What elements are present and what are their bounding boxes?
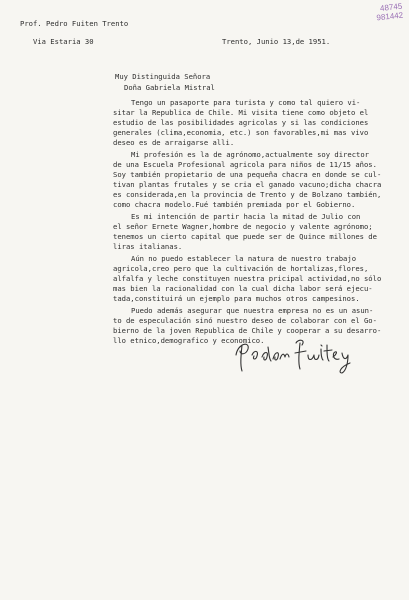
body-line: agricola,creo pero que la cultivación de hortalizas,flores, [113, 264, 369, 273]
body-line: alfalfa y leche constituyen nuestra pricipal actividad,no sólo [113, 274, 382, 283]
reference-number: 981442 [376, 10, 404, 23]
body-line: estudio de las posibilidades agricolas y si las condiciones [113, 118, 369, 127]
body-line: Mi profesión es la de agrónomo,actualmente soy director [131, 150, 369, 159]
salutation-line: Muy Distinguida Señora [115, 72, 211, 81]
body-line: es considerada,en la provincia de Trento y de Bolzano también, [113, 190, 382, 199]
handwritten-signature [232, 333, 362, 375]
body-line: liras italianas. [113, 242, 183, 251]
body-line: tenemos un cierto capital que puede ser de Quince millones de [113, 232, 377, 241]
place-date: Trento, Junio 13,de 1951. [222, 37, 331, 46]
body-line: Es mi intención de partir hacia la mitad de Julio con [131, 212, 361, 221]
body-line: Soy también propietario de una pequeña chacra en donde se cul- [113, 170, 382, 179]
body-line: to de especulación sinó nuestro deseo de colaborar con el Go- [113, 316, 377, 325]
body-line: tada,constituirá un ejemplo para muchos otros campesinos. [113, 294, 360, 303]
body-line: como chacra modelo.Fué también premiada por el Gobierno. [113, 200, 356, 209]
body-line: llo etnico,demografico y economico. [113, 336, 265, 345]
body-line: Puedo además asegurar que nuestra empresa no es un asun- [131, 306, 374, 315]
archive-reference [375, 2, 403, 23]
body-line: bierno de la joven Republica de Chile y cooperar a su desarro- [113, 326, 382, 335]
body-line: de una Escuela Profesional agricola para niños de 11/15 años. [113, 160, 377, 169]
body-line: deseo es de arraigarse alli. [113, 138, 235, 147]
reference-number: 48745 [379, 1, 403, 13]
salutation-line: Doña Gabriela Mistral [124, 83, 215, 92]
body-line: tivan plantas frutales y se cria el ganado vacuno;dicha chacra [113, 180, 382, 189]
body-line: Tengo un pasaporte para turista y como tal quiero vi- [131, 98, 361, 107]
body-line: el señor Ernete Wagner,hombre de negocio y valente agrónomo; [113, 222, 373, 231]
sender-address: Via Estaria 30 [33, 37, 94, 46]
body-line: Aún no puedo establecer la natura de nuestro trabajo [131, 254, 357, 263]
body-line: generales (clima,economia, etc.) son favorables,mi mas vivo [113, 128, 369, 137]
body-line: mas bien la racionalidad con la cual dicha labor será ejecu- [113, 284, 373, 293]
sender-name: Prof. Pedro Fuiten Trento [20, 19, 129, 28]
body-line: sitar la Republica de Chile. Mi visita tiene como objeto el [113, 108, 369, 117]
